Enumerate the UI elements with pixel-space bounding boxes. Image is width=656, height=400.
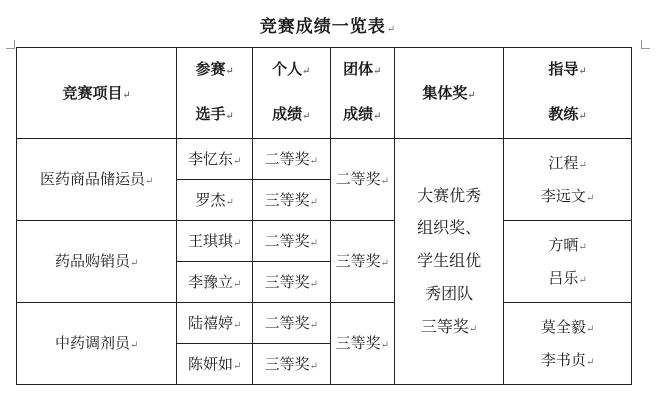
title-text: 竞赛成绩一览表 [259,17,386,37]
individual-result-cell: 三等奖↵ [252,344,330,385]
header-collective: 集体奖↵ [394,48,503,139]
individual-result-cell: 二等奖↵ [252,139,330,180]
header-coach: 指导↵ 教练↵ [504,48,632,139]
page-corner-mark [6,40,15,49]
table-row [17,139,632,180]
player-cell: 陈妍如↵ [177,344,253,385]
paragraph-mark: ↵ [386,24,397,35]
team-result-cell: 三等奖↵ [330,303,394,385]
page-corner-mark [641,40,650,49]
coach-cell: 莫全毅↵ 李书贞↵ [504,303,632,385]
individual-result-cell: 三等奖↵ [252,180,330,221]
header-individual: 个人↵ 成绩↵ [252,48,330,139]
player-cell: 李豫立↵ [177,262,253,303]
individual-result-cell: 二等奖↵ [252,221,330,262]
team-result-cell: 二等奖↵ [330,139,394,221]
document-title [0,12,656,37]
collective-award-cell: 大赛优秀 组织奖、 学生组优 秀团队 三等奖↵ [394,139,503,385]
event-cell: 医药商品储运员↵ [17,139,177,221]
player-cell: 王琪琪↵ [177,221,253,262]
coach-cell: 方晒↵ 吕乐↵ [504,221,632,303]
results-table [16,47,632,385]
player-cell: 陆禧婷↵ [177,303,253,344]
team-result-cell: 三等奖↵ [330,221,394,303]
coach-cell: 江程↵ 李远文↵ [504,139,632,221]
player-cell: 罗杰↵ [177,180,253,221]
table-row [17,303,632,344]
header-event: 竞赛项目↵ [17,48,177,139]
individual-result-cell: 三等奖↵ [252,262,330,303]
event-cell: 药品购销员↵ [17,221,177,303]
header-row [17,48,632,139]
player-cell: 李忆东↵ [177,139,253,180]
table-row [17,221,632,262]
event-cell: 中药调剂员↵ [17,303,177,385]
header-team: 团体↵ 成绩↵ [330,48,394,139]
header-player: 参赛↵ 选手↵ [177,48,253,139]
individual-result-cell: 二等奖↵ [252,303,330,344]
